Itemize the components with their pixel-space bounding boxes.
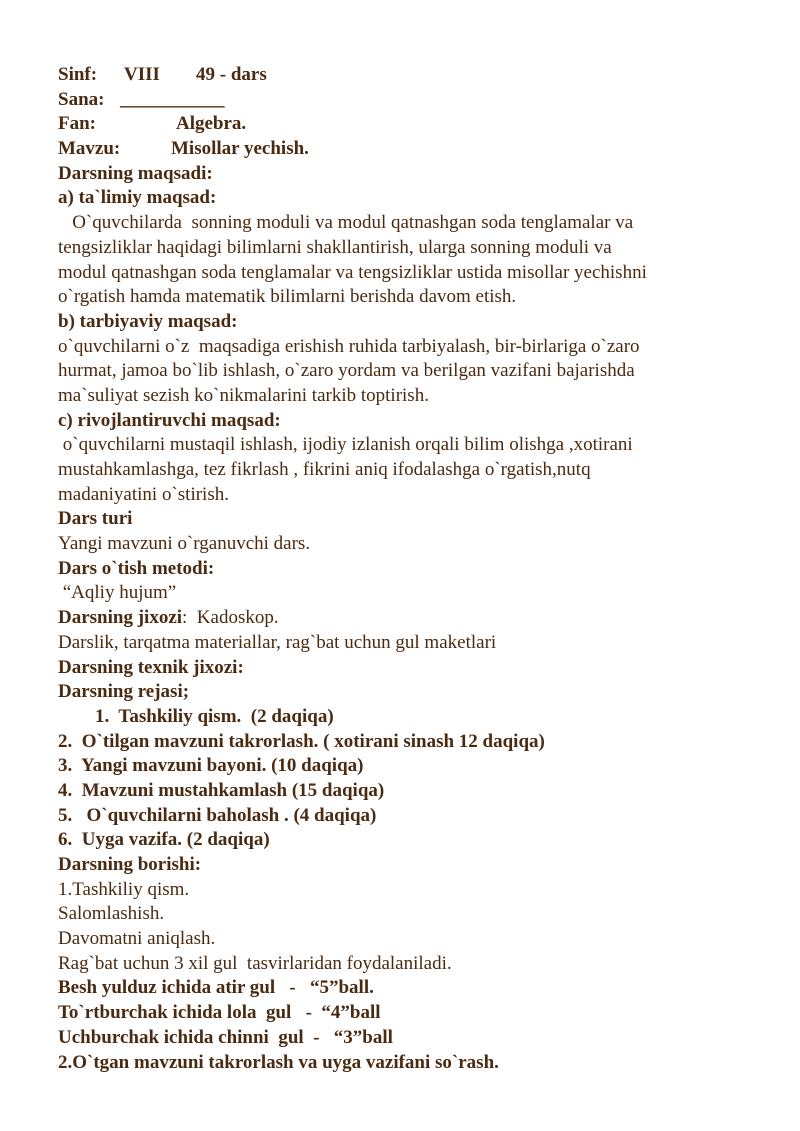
borishi-line: Rag`bat uchun 3 xil gul tasvirlaridan foydalaniladi. [58,952,452,974]
jixoz-line-2: Darslik, tarqatma materiallar, rag`bat uchun gul maketlari [58,631,497,653]
reja-item: 3. Yangi mavzuni bayoni. (10 daqiqa) [58,755,364,777]
subject-line [58,112,748,137]
topic-line [58,137,748,162]
talimiy-line: tengsizliklar haqidagi bilimlarni shakllantirish, ularga sonning moduli va [58,236,612,258]
sana-blank: ___________ [120,88,225,110]
tarbiyaviy-title: b) tarbiyaviy maqsad: [58,310,238,332]
reja-item: 4. Mavzuni mustahkamlash (15 daqiqa) [58,779,385,801]
fan-label: Fan: [58,113,96,135]
talimiy-title: a) ta`limiy maqsad: [58,187,217,209]
reja-title: Darsning rejasi; [58,681,190,703]
ball-line: To`rtburchak ichida lola gul - “4”ball [58,1002,381,1024]
ball-line: Besh yulduz ichida atir gul - “5”ball. [58,977,374,999]
jixoz-line [58,606,748,631]
rivoj-line: mustahkamlashga, tez fikrlash , fikrini aniq ifodalashga o`rgatish,nutq [58,459,591,480]
reja-item: 6. Uyga vazifa. (2 daqiqa) [58,829,270,851]
reja-item: 2. O`tilgan mavzuni takrorlash. ( xotirani sinash 12 daqiqa) [58,730,545,752]
ball-line: Uchburchak ichida chinni gul - “3”ball [58,1026,393,1048]
dars-number: 49 - dars [196,64,267,85]
sinf-label: Sinf: [58,64,98,85]
texnik-title: Darsning texnik jixozi: [58,656,244,678]
rivoj-line: madaniyatini o`stirish. [58,483,229,505]
dars-turi-title: Dars turi [58,508,133,530]
section-heading: 2.O`tgan mavzuni takrorlash va uyga vazifani so`rash. [58,1051,499,1073]
borishi-title: Darsning borishi: [58,854,202,875]
fan-value: Algebra. [176,113,247,135]
class-line [58,63,748,88]
talimiy-line: modul qatnashgan soda tenglamalar va tengsizliklar ustida misollar yechishni [58,261,647,283]
talimiy-line: O`quvchilarda sonning moduli va modul qatnashgan soda tenglamalar va [58,212,634,234]
reja-item: 5. O`quvchilarni baholash . (4 daqiqa) [58,804,377,826]
rivoj-title: c) rivojlantiruvchi maqsad: [58,409,281,431]
rivoj-line: o`quvchilarni mustaqil ishlash, ijodiy izlanish orqali bilim olishga ,xotirani [58,434,633,456]
jixoz-value: : Kadoskop. [182,607,279,629]
date-line [58,88,748,113]
borishi-line: Salomlashish. [58,903,165,925]
dars-turi-value: Yangi mavzuni o`rganuvchi dars. [58,533,311,555]
reja-item: 1. Tashkiliy qism. (2 daqiqa) [95,705,334,727]
tarbiyaviy-line: ma`suliyat sezish ko`nikmalarini tarkib toptirish. [58,384,429,406]
mavzu-value: Misollar yechish. [171,138,309,160]
mavzu-label: Mavzu: [58,138,121,160]
jixoz-title: Darsning jixozi [58,607,183,629]
maqsad-title: Darsning maqsadi: [58,162,213,184]
metod-value: “Aqliy hujum” [58,582,177,604]
tarbiyaviy-line: o`quvchilarni o`z maqsadiga erishish ruhida tarbiyalash, bir-birlariga o`zaro [58,335,640,357]
tarbiyaviy-line: hurmat, jamoa bo`lib ishlash, o`zaro yordam va berilgan vazifani bajarishda [58,360,635,382]
talimiy-line: o`rgatish hamda matematik bilimlarni berishda davom etish. [58,286,517,308]
sana-label: Sana: [58,88,105,110]
metod-title: Dars o`tish metodi: [58,557,215,579]
sinf-value: VIII [124,64,160,85]
borishi-line: Davomatni aniqlash. [58,928,216,950]
borishi-line: 1.Tashkiliy qism. [58,878,190,900]
lesson-plan-page [58,63,748,1075]
